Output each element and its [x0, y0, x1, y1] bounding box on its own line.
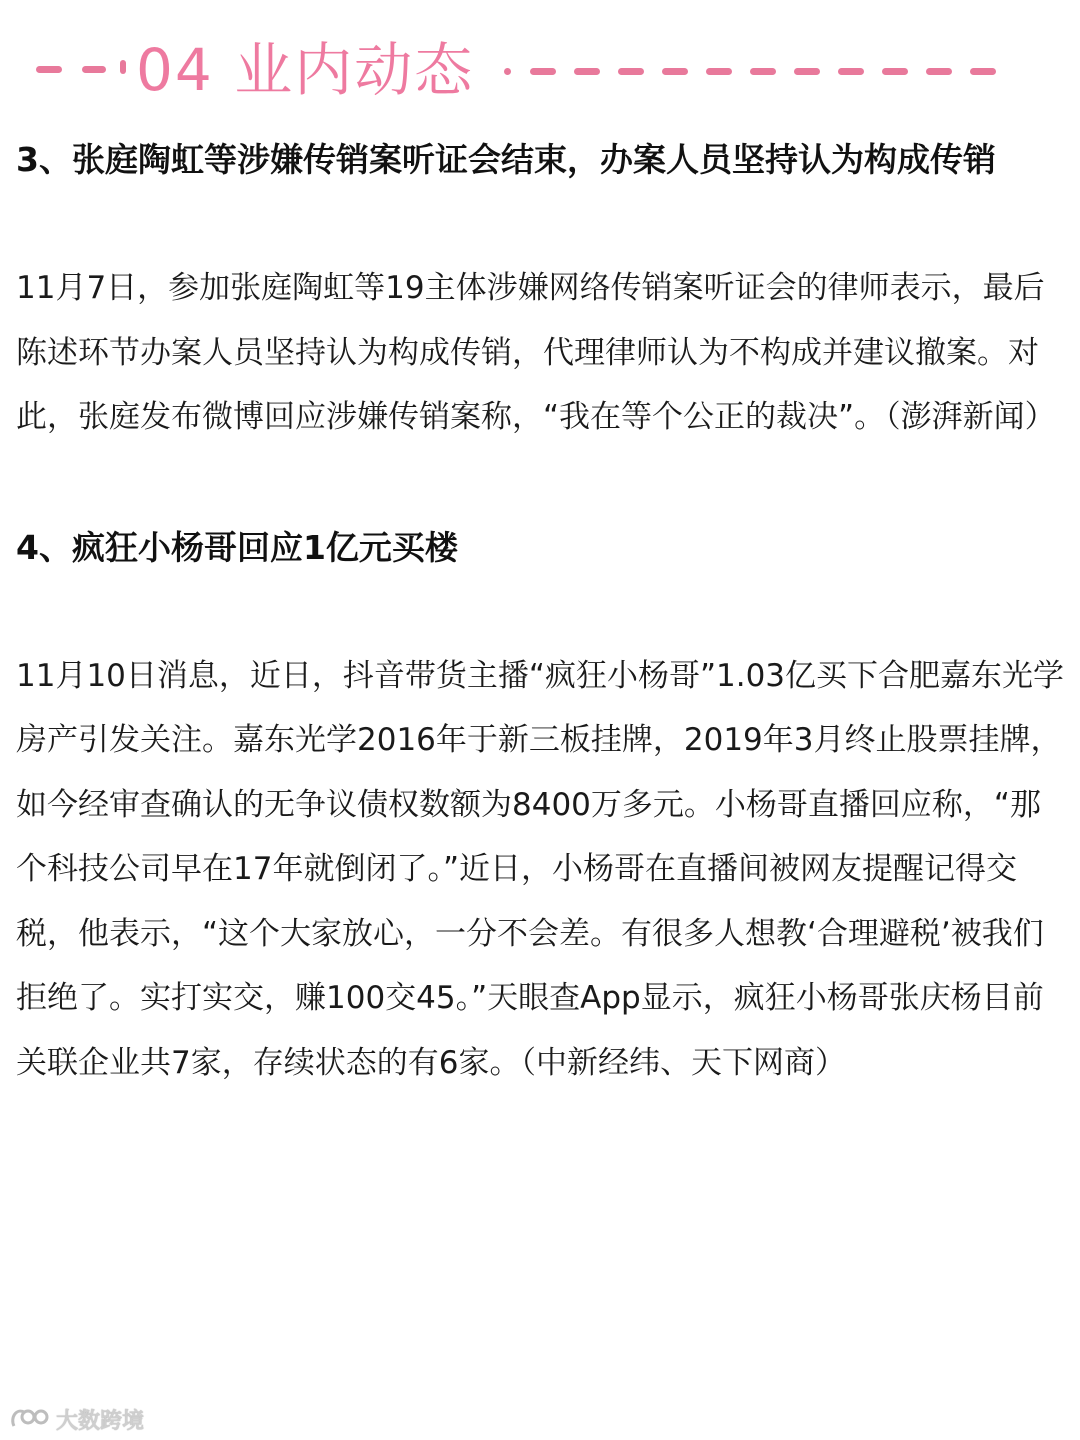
- header-dash-segment: [926, 68, 952, 75]
- header-dash-segment: [618, 68, 644, 75]
- watermark-text: 大数跨境: [56, 1408, 145, 1434]
- brand-logo-icon: [8, 1404, 52, 1434]
- header-dash-segment: [794, 68, 820, 75]
- section-header: [0, 30, 1080, 110]
- header-dash-decoration: [120, 60, 126, 74]
- news-heading: 4、疯狂小杨哥回应1亿元买楼: [16, 527, 458, 567]
- news-heading: 3、张庭陶虹等涉嫌传销案听证会结束，办案人员坚持认为构成传销: [16, 140, 996, 179]
- watermark: [8, 1402, 144, 1436]
- news-body: 11月10日消息，近日，抖音带货主播“疯狂小杨哥”1.03亿买下合肥嘉东光学房产引发关注。嘉东光学2016年于新三板挂牌，2019年3月终止股票挂牌，如今经审查确认的无争议债权数额为8400万多元。小杨哥直播回应称，“那个科技公司早在17年就倒闭了。”近日，小杨哥在直播间被网友提醒记得交税，他表示，“这个大家放心，一分不会差。有很多人想教‘合理避税’被我们拒绝了。实打实交，赚100交45。”天眼查App显示，疯狂小杨哥张庆杨目前关联企业共7家，存续状态的有6家。（中新经纬、天下网商）: [16, 657, 1065, 1081]
- header-dash-segment: [706, 68, 732, 75]
- header-dash-segment: [504, 68, 511, 75]
- header-dash-segment: [970, 68, 996, 75]
- header-dash-decoration: [82, 66, 106, 73]
- header-dash-segment: [750, 68, 776, 75]
- header-dash-segment: [882, 68, 908, 75]
- header-dash-decoration: [36, 66, 62, 73]
- header-dash-segment: [574, 68, 600, 75]
- news-item: [16, 516, 1066, 1096]
- news-item: [16, 128, 1066, 450]
- header-dash-segment: [662, 68, 688, 75]
- news-body: 11月7日，参加张庭陶虹等19主体涉嫌网络传销案听证会的律师表示，最后陈述环节办案人员坚持认为构成传销，代理律师认为不构成并建议撤案。对此，张庭发布微博回应涉嫌传销案称，“我在等个公正的裁决”。（澎湃新闻）: [16, 270, 1056, 435]
- article-content: [16, 128, 1066, 1095]
- header-dash-segment: [838, 68, 864, 75]
- header-dash-segment: [530, 68, 556, 75]
- section-title: 04 业内动态: [136, 36, 475, 104]
